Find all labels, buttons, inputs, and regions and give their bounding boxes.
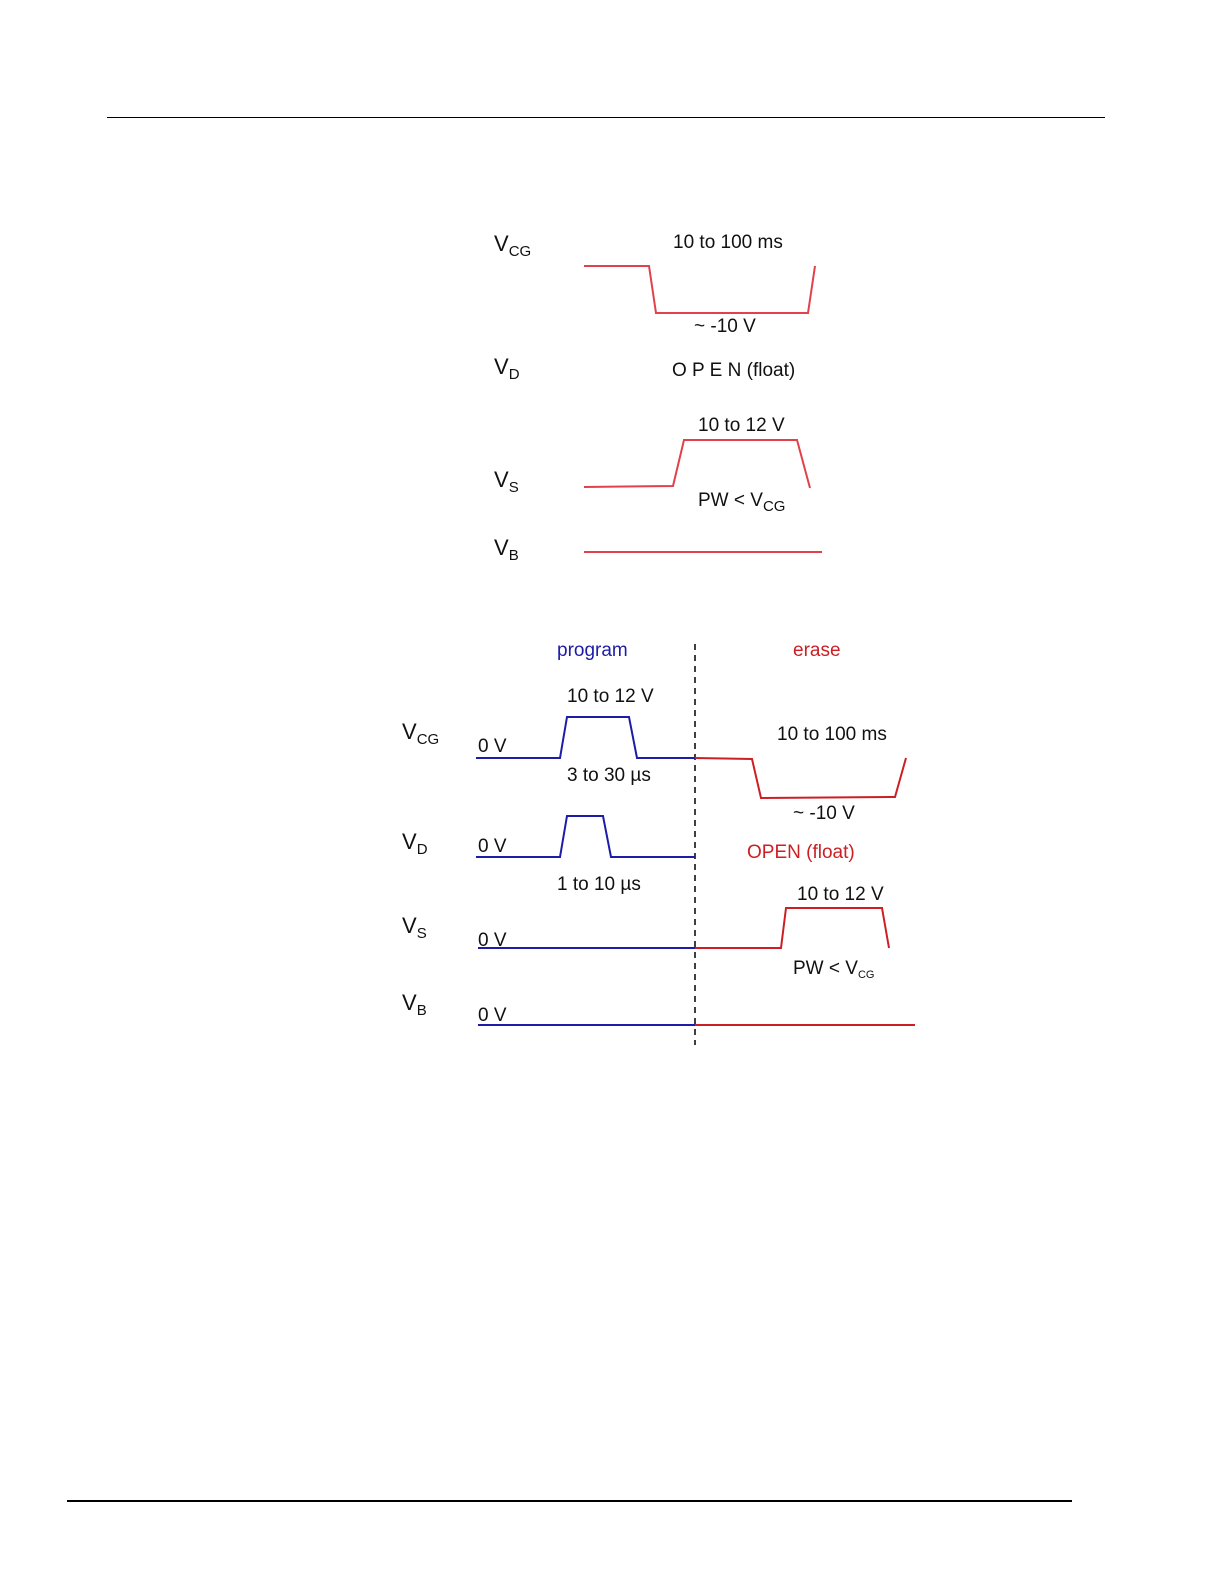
vd-erase-state-label: OPEN (float) xyxy=(747,842,855,863)
vb-label: $V_B$ xyxy=(494,535,519,564)
vcg-erase-waveform xyxy=(695,758,906,798)
vcg-program-width-label: 3 to 30 µs xyxy=(567,765,651,786)
vs-level-label: 10 to 12 V xyxy=(698,415,785,436)
program-section-label: program xyxy=(557,640,628,661)
vs-label: $V_S$ xyxy=(402,913,427,942)
vcg-level-label: ~ -10 V xyxy=(694,316,756,337)
vd-zero-label: 0 V xyxy=(478,836,507,857)
vs-zero-label: 0 V xyxy=(478,930,507,951)
erase-section-label: erase xyxy=(793,640,841,661)
vd-state-label: O P E N (float) xyxy=(672,360,796,381)
vcg-label: $V_{CG}$ xyxy=(494,231,532,260)
program-erase-timing-diagram xyxy=(402,640,915,1045)
vs-label: $V_S$ xyxy=(494,467,519,496)
vs-pw-label: PW < $V_{CG}$ xyxy=(698,490,786,515)
vcg-erase-level-label: ~ -10 V xyxy=(793,803,855,824)
vcg-waveform xyxy=(584,266,815,313)
vcg-label: $V_{CG}$ xyxy=(402,719,440,748)
vs-erase-waveform xyxy=(695,908,889,948)
vcg-program-level-label: 10 to 12 V xyxy=(567,686,654,707)
vcg-duration-label: 10 to 100 ms xyxy=(673,232,783,253)
vs-erase-pw-label: PW < $V_{CG}$ xyxy=(793,958,875,981)
erase-timing-diagram xyxy=(494,231,822,564)
vd-label: $V_D$ xyxy=(494,354,520,383)
vd-label: $V_D$ xyxy=(402,829,428,858)
vcg-program-waveform xyxy=(476,717,695,758)
vb-zero-label: 0 V xyxy=(478,1005,507,1026)
vs-erase-level-label: 10 to 12 V xyxy=(797,884,884,905)
vs-waveform xyxy=(584,440,810,488)
vcg-erase-duration-label: 10 to 100 ms xyxy=(777,724,887,745)
vd-program-waveform xyxy=(476,816,695,857)
footer-rule xyxy=(67,1500,1072,1502)
vb-label: $V_B$ xyxy=(402,990,427,1019)
vcg-zero-label: 0 V xyxy=(478,736,507,757)
vd-program-width-label: 1 to 10 µs xyxy=(557,874,641,895)
